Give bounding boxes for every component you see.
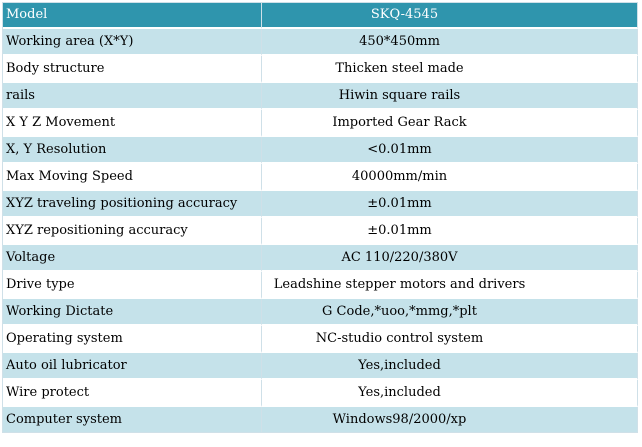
spec-value: G Code,*uoo,*mmg,*plt bbox=[262, 299, 638, 326]
table-header-row bbox=[3, 3, 638, 29]
table-row bbox=[3, 326, 638, 353]
spec-label: Computer system bbox=[3, 407, 262, 433]
table-row bbox=[3, 353, 638, 380]
spec-value: Yes,included bbox=[262, 353, 638, 380]
table-row bbox=[3, 83, 638, 110]
spec-value: Yes,included bbox=[262, 380, 638, 407]
spec-value: Thicken steel made bbox=[262, 56, 638, 83]
table-row bbox=[3, 110, 638, 137]
spec-label: Wire protect bbox=[3, 380, 262, 407]
table-row bbox=[3, 245, 638, 272]
table-row bbox=[3, 191, 638, 218]
header-label: Model bbox=[3, 3, 262, 29]
spec-value: Imported Gear Rack bbox=[262, 110, 638, 137]
table-row bbox=[3, 380, 638, 407]
table-row bbox=[3, 299, 638, 326]
table-row bbox=[3, 218, 638, 245]
spec-label: Body structure bbox=[3, 56, 262, 83]
spec-value: ±0.01mm bbox=[262, 218, 638, 245]
spec-label: X, Y Resolution bbox=[3, 137, 262, 164]
header-value: SKQ-4545 bbox=[262, 3, 638, 29]
spec-value: 450*450mm bbox=[262, 29, 638, 56]
spec-table-body bbox=[3, 3, 638, 433]
spec-value: NC-studio control system bbox=[262, 326, 638, 353]
spec-label: Auto oil lubricator bbox=[3, 353, 262, 380]
spec-value: 40000mm/min bbox=[262, 164, 638, 191]
spec-value: Leadshine stepper motors and drivers bbox=[262, 272, 638, 299]
table-row bbox=[3, 407, 638, 433]
table-row bbox=[3, 137, 638, 164]
spec-label: XYZ traveling positioning accuracy bbox=[3, 191, 262, 218]
spec-value: Windows98/2000/xp bbox=[262, 407, 638, 433]
table-row bbox=[3, 164, 638, 191]
spec-value: <0.01mm bbox=[262, 137, 638, 164]
table-row bbox=[3, 56, 638, 83]
spec-label: Working area (X*Y) bbox=[3, 29, 262, 56]
spec-label: Operating system bbox=[3, 326, 262, 353]
spec-label: XYZ repositioning accuracy bbox=[3, 218, 262, 245]
spec-label: Working Dictate bbox=[3, 299, 262, 326]
spec-value: Hiwin square rails bbox=[262, 83, 638, 110]
spec-label: Max Moving Speed bbox=[3, 164, 262, 191]
table-row bbox=[3, 272, 638, 299]
spec-label: X Y Z Movement bbox=[3, 110, 262, 137]
spec-label: Voltage bbox=[3, 245, 262, 272]
table-row bbox=[3, 29, 638, 56]
spec-value: ±0.01mm bbox=[262, 191, 638, 218]
spec-value: AC 110/220/380V bbox=[262, 245, 638, 272]
spec-table bbox=[2, 2, 638, 433]
spec-label: Drive type bbox=[3, 272, 262, 299]
spec-label: rails bbox=[3, 83, 262, 110]
